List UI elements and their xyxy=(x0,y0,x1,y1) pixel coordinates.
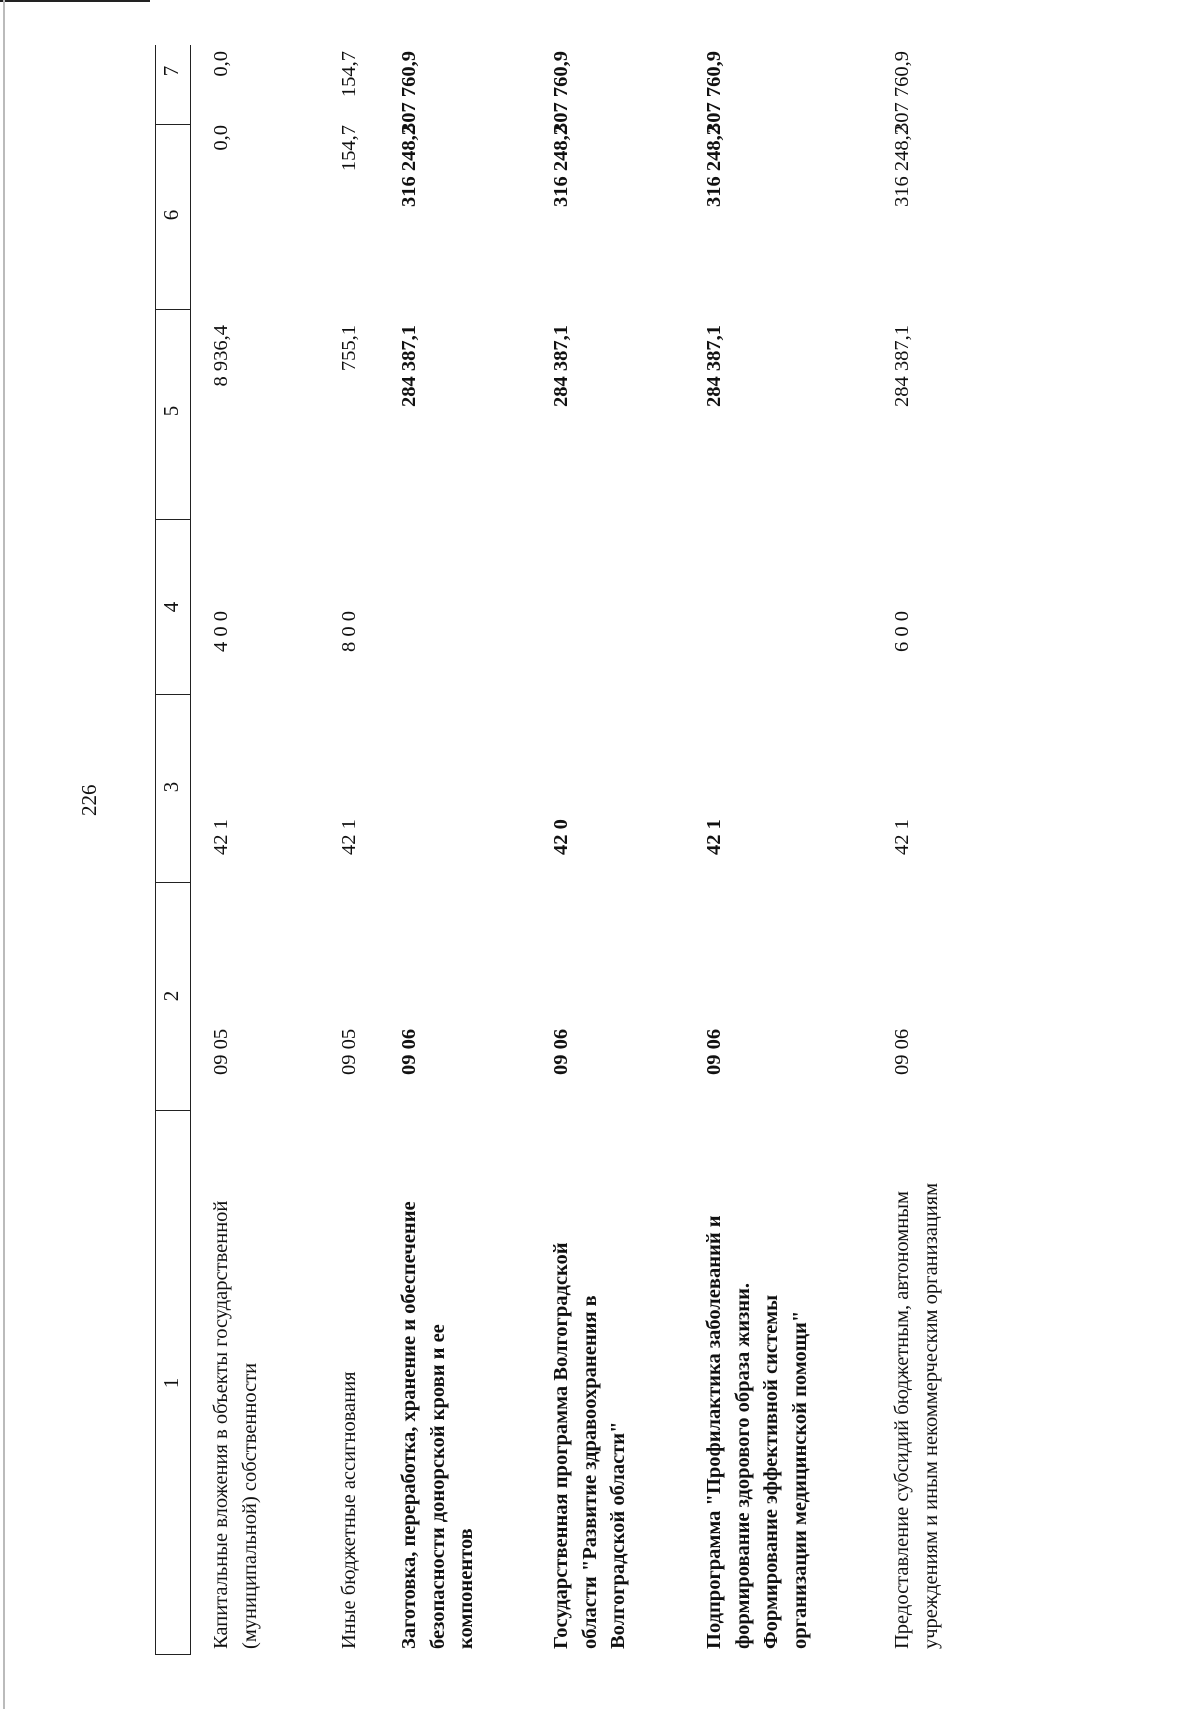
row-target: 42 1 xyxy=(703,819,725,855)
row-name: Предоставление субсидий бюджетным, автономным учреждениям и иным некоммерческим организациям xyxy=(891,1182,942,1649)
row-amount-2: 316 248,2 xyxy=(398,125,420,207)
row-amount-3: 154,7 xyxy=(338,51,360,98)
header-col-3: 3 xyxy=(159,781,183,793)
row-name: Государственная программа Волгоградской области "Развитие здравоохранения в Волгоградской области" xyxy=(550,1242,629,1649)
row-amount-1: 755,1 xyxy=(338,325,360,372)
header-col-4: 4 xyxy=(159,601,183,613)
row-amount-2: 0,0 xyxy=(210,125,232,151)
row-type: 6 0 0 xyxy=(891,611,913,652)
row-amount-2: 154,7 xyxy=(338,125,360,172)
header-separator xyxy=(155,124,190,125)
row-section: 09 06 xyxy=(891,1028,913,1075)
header-col-1: 1 xyxy=(159,1377,183,1389)
header-separator xyxy=(155,1110,190,1111)
header-separator xyxy=(155,519,190,520)
header-col-5: 5 xyxy=(159,405,183,417)
row-amount-1: 284 387,1 xyxy=(550,325,572,407)
row-section: 09 05 xyxy=(338,1028,360,1075)
header-col-7: 7 xyxy=(159,65,183,77)
row-target: 42 1 xyxy=(338,819,360,855)
row-amount-1: 284 387,1 xyxy=(891,325,913,407)
row-amount-1: 284 387,1 xyxy=(703,325,725,407)
header-separator xyxy=(155,1654,190,1655)
row-amount-3: 307 760,9 xyxy=(398,51,420,133)
row-type: 8 0 0 xyxy=(338,611,360,652)
page-number: 226 xyxy=(77,784,101,816)
header-separator xyxy=(155,694,190,695)
row-target: 42 0 xyxy=(550,819,572,855)
row-amount-3: 307 760,9 xyxy=(550,51,572,133)
row-amount-3: 0,0 xyxy=(210,51,232,77)
header-col-6: 6 xyxy=(159,209,183,221)
header-separator xyxy=(155,882,190,883)
row-amount-1: 284 387,1 xyxy=(398,325,420,407)
scan-edge xyxy=(0,0,150,2)
table-header-top-rule xyxy=(155,45,156,1655)
row-amount-1: 8 936,4 xyxy=(210,325,232,387)
header-separator xyxy=(155,309,190,310)
row-amount-2: 316 248,2 xyxy=(703,125,725,207)
budget-table xyxy=(155,45,945,1655)
row-name: Заготовка, переработка, хранение и обеспечение безопасности донорской крови и ее компонентов xyxy=(398,1201,477,1649)
row-amount-2: 316 248,2 xyxy=(550,125,572,207)
row-name: Подпрограмма "Профилактика заболеваний и формирование здорового образа жизни. Формирование эффективной системы организации медицинской помощи" xyxy=(703,1215,811,1649)
row-name: Иные бюджетные ассигнования xyxy=(338,1371,360,1649)
header-col-2: 2 xyxy=(159,990,183,1002)
row-section: 09 05 xyxy=(210,1028,232,1075)
row-amount-3: 307 760,9 xyxy=(703,51,725,133)
row-amount-3: 307 760,9 xyxy=(891,51,913,133)
row-section: 09 06 xyxy=(703,1028,725,1075)
row-section: 09 06 xyxy=(398,1028,420,1075)
row-name: Капитальные вложения в объекты государственной (муниципальной) собственности xyxy=(210,1200,261,1649)
scan-edge-left xyxy=(3,0,5,1709)
row-type: 4 0 0 xyxy=(210,611,232,652)
row-target: 42 1 xyxy=(210,819,232,855)
row-target: 42 1 xyxy=(891,819,913,855)
table-header-bottom-rule xyxy=(190,45,191,1655)
row-amount-2: 316 248,2 xyxy=(891,125,913,207)
row-section: 09 06 xyxy=(550,1028,572,1075)
